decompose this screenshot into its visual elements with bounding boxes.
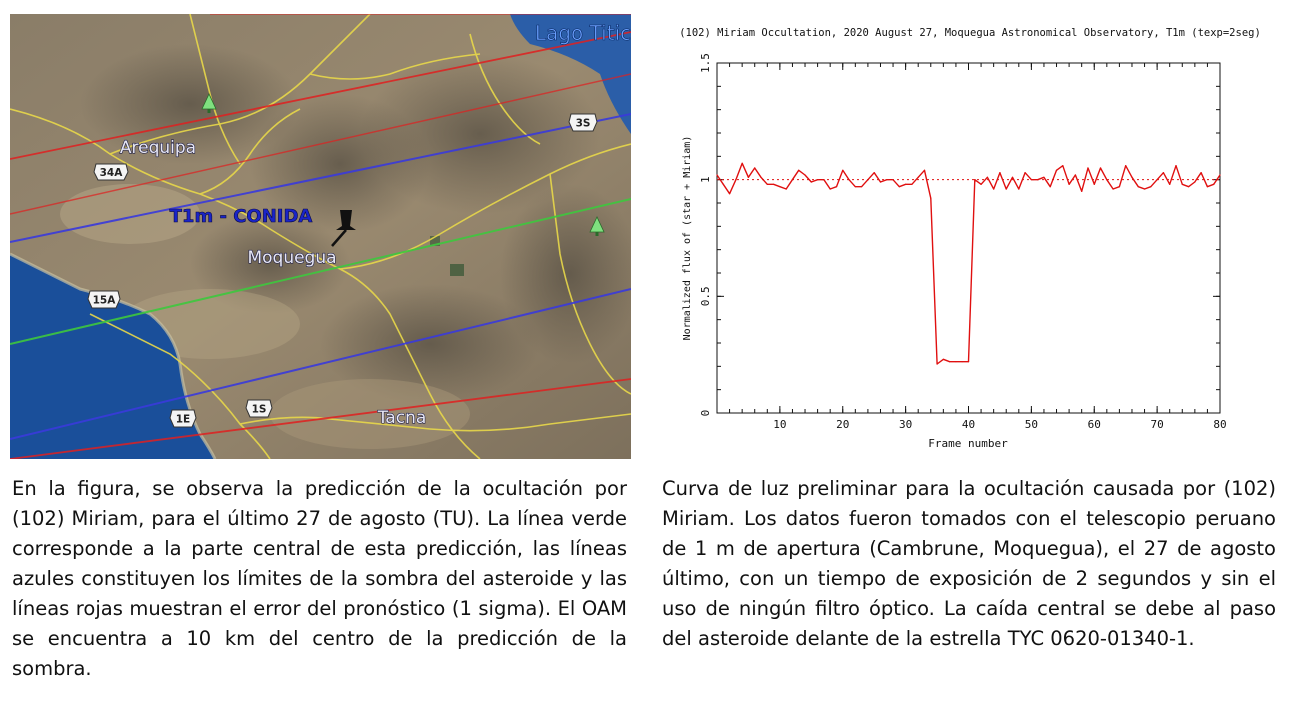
flux-point bbox=[748, 177, 749, 178]
flux-point bbox=[1175, 165, 1176, 166]
map-caption: En la figura, se observa la predicción de la ocultación por (102) Miriam, para el último 27 de agosto (TU). La línea verde corresponde a la parte central de esta predicción, las líneas azules constituyen los límites de la sombra del asteroide y las líneas rojas muestran el error del pronóstico (1 sigma). El OAM se encuentra a 10 km del centro de la predicción de la sombra. bbox=[12, 477, 627, 680]
flux-point bbox=[1031, 179, 1032, 180]
flux-point bbox=[1219, 174, 1220, 175]
flux-point bbox=[1138, 186, 1139, 187]
flux-point bbox=[911, 184, 912, 185]
road-shield-1s bbox=[246, 400, 272, 417]
flux-point bbox=[1087, 167, 1088, 168]
y-axis-label: Normalized flux of (star + Miriam) bbox=[682, 135, 693, 341]
flux-point bbox=[1069, 184, 1070, 185]
flux-point bbox=[842, 170, 843, 171]
moquegua-label: Moquegua bbox=[247, 248, 337, 268]
flux-point bbox=[930, 198, 931, 199]
flux-point bbox=[792, 179, 793, 180]
flux-point bbox=[987, 177, 988, 178]
flux-point bbox=[886, 179, 887, 180]
x-tick-label: 50 bbox=[1024, 418, 1038, 431]
flux-point bbox=[1157, 179, 1158, 180]
flux-point bbox=[823, 179, 824, 180]
flux-point bbox=[1062, 165, 1063, 166]
y-tick-label: 1.5 bbox=[699, 53, 712, 73]
flux-point bbox=[1006, 188, 1007, 189]
x-tick-label: 40 bbox=[961, 418, 976, 431]
road-shield-1e bbox=[170, 410, 196, 427]
flux-point bbox=[999, 172, 1000, 173]
x-tick-label: 10 bbox=[773, 418, 787, 431]
x-tick-label: 80 bbox=[1213, 418, 1227, 431]
flux-point bbox=[968, 361, 969, 362]
flux-point bbox=[1081, 191, 1082, 192]
flux-point bbox=[1188, 186, 1189, 187]
flux-point bbox=[767, 184, 768, 185]
flux-point bbox=[867, 179, 868, 180]
flux-point bbox=[1113, 188, 1114, 189]
flux-point bbox=[830, 188, 831, 189]
flux-point bbox=[980, 184, 981, 185]
flux-point bbox=[949, 361, 950, 362]
flux-point bbox=[1207, 186, 1208, 187]
flux-point bbox=[760, 177, 761, 178]
flux-point bbox=[1125, 165, 1126, 166]
road-shield-15a bbox=[88, 291, 120, 308]
svg-text:1E: 1E bbox=[175, 413, 191, 426]
flux-point bbox=[1182, 184, 1183, 185]
road-shield-3s bbox=[569, 114, 597, 131]
svg-text:15A: 15A bbox=[92, 294, 116, 307]
flux-point bbox=[1018, 188, 1019, 189]
y-tick-label: 1 bbox=[699, 176, 712, 183]
flux-point bbox=[754, 167, 755, 168]
light-curve-svg bbox=[655, 20, 1275, 460]
flux-point bbox=[1012, 177, 1013, 178]
flux-point bbox=[1169, 184, 1170, 185]
tacna-label: Tacna bbox=[377, 408, 427, 428]
flux-point bbox=[905, 184, 906, 185]
lake-label: Lago Titic bbox=[534, 21, 631, 45]
y-tick-label: 0.5 bbox=[699, 286, 712, 307]
flux-point bbox=[1201, 172, 1202, 173]
flux-point bbox=[1150, 186, 1151, 187]
flux-point bbox=[993, 188, 994, 189]
flux-point bbox=[1194, 181, 1195, 182]
arequipa-label: Arequipa bbox=[119, 138, 197, 158]
flux-point bbox=[861, 186, 862, 187]
flux-point bbox=[918, 177, 919, 178]
flux-point bbox=[1094, 184, 1095, 185]
flux-point bbox=[1050, 186, 1051, 187]
flux-point bbox=[742, 163, 743, 164]
svg-text:3S: 3S bbox=[575, 117, 591, 130]
prediction-map bbox=[10, 14, 631, 459]
x-axis-label: Frame number bbox=[928, 437, 1008, 450]
flux-point bbox=[1100, 167, 1101, 168]
flux-point bbox=[880, 181, 881, 182]
flux-point bbox=[779, 186, 780, 187]
flux-point bbox=[786, 188, 787, 189]
x-tick-label: 20 bbox=[836, 418, 850, 431]
flux-point bbox=[848, 179, 849, 180]
flux-point bbox=[1213, 184, 1214, 185]
flux-point bbox=[892, 179, 893, 180]
map-image bbox=[10, 14, 631, 459]
flux-point bbox=[874, 172, 875, 173]
x-tick-label: 70 bbox=[1150, 418, 1164, 431]
flux-point bbox=[936, 363, 937, 364]
flux-series-line bbox=[717, 163, 1220, 364]
flux-point bbox=[955, 361, 956, 362]
flux-point bbox=[735, 179, 736, 180]
flux-point bbox=[1056, 170, 1057, 171]
flux-point bbox=[1075, 174, 1076, 175]
road-shield-34a bbox=[94, 164, 128, 180]
flux-point bbox=[723, 184, 724, 185]
flux-point bbox=[899, 186, 900, 187]
flux-point bbox=[1131, 177, 1132, 178]
flux-point bbox=[1037, 179, 1038, 180]
svg-text:34A: 34A bbox=[99, 167, 123, 179]
chart-caption: Curva de luz preliminar para la ocultación causada por (102) Miriam. Los datos fueron tomados con el telescopio peruano de 1 m de apertura (Cambrune, Moquegua), el 27 de agosto último, con un tiempo de exposición de 2 segundos y sin el uso de ningún filtro óptico. La caída central se debe al paso del asteroide delante de la estrella TYC 0620-01340-1. bbox=[662, 477, 1276, 650]
flux-point bbox=[1024, 172, 1025, 173]
flux-point bbox=[1163, 172, 1164, 173]
flux-point bbox=[974, 179, 975, 180]
flux-point bbox=[924, 170, 925, 171]
svg-text:1S: 1S bbox=[251, 403, 267, 416]
flux-point bbox=[804, 174, 805, 175]
station-label: T1m - CONIDA bbox=[169, 206, 313, 227]
x-axis bbox=[730, 63, 1227, 431]
flux-point bbox=[1119, 186, 1120, 187]
flux-point bbox=[811, 181, 812, 182]
flux-point bbox=[962, 361, 963, 362]
flux-point bbox=[836, 186, 837, 187]
flux-point bbox=[1043, 177, 1044, 178]
light-curve-chart bbox=[655, 20, 1275, 460]
flux-point bbox=[943, 359, 944, 360]
flux-point bbox=[1144, 188, 1145, 189]
flux-point bbox=[817, 179, 818, 180]
y-tick-label: 0 bbox=[699, 409, 712, 417]
x-tick-label: 60 bbox=[1087, 418, 1101, 431]
flux-points bbox=[716, 163, 1220, 365]
flux-point bbox=[855, 186, 856, 187]
flux-point bbox=[798, 170, 799, 171]
flux-point bbox=[729, 193, 730, 194]
chart-title: (102) Miriam Occultation, 2020 August 27, Moquegua Astronomical Observatory, T1m (texp=2seg) bbox=[679, 27, 1261, 39]
flux-point bbox=[1106, 179, 1107, 180]
flux-point bbox=[773, 184, 774, 185]
flux-point bbox=[716, 174, 717, 175]
x-tick-label: 30 bbox=[899, 418, 913, 431]
